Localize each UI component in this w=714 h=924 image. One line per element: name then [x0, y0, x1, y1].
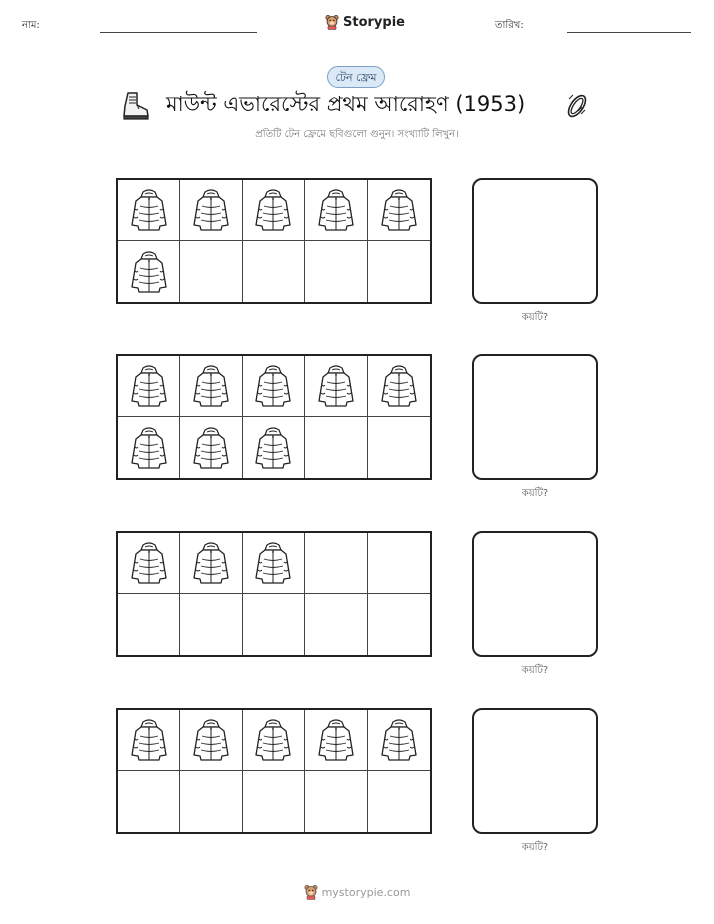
ten-frame-cell	[118, 241, 180, 302]
puffer-jacket-icon	[190, 540, 232, 586]
puffer-jacket-icon	[128, 717, 170, 763]
ten-frame-cell	[243, 180, 305, 241]
answer-label-2: কয়টি?	[521, 488, 549, 499]
puffer-jacket-icon	[252, 187, 294, 233]
ten-frame-cell	[243, 771, 305, 832]
ten-frame-cell	[243, 241, 305, 302]
answer-box-2[interactable]	[472, 354, 598, 480]
date-field[interactable]	[567, 32, 691, 33]
bear-icon	[325, 14, 339, 30]
puffer-jacket-icon	[128, 363, 170, 409]
ten-frame-cell	[305, 594, 367, 655]
ten-frame-3	[116, 531, 432, 657]
ten-frame-cell	[243, 710, 305, 771]
title-row	[0, 86, 714, 126]
answer-box-3[interactable]	[472, 531, 598, 657]
ten-frame-cell	[305, 356, 367, 417]
ten-frame-cell	[368, 417, 430, 478]
answer-box-1[interactable]	[472, 178, 598, 304]
puffer-jacket-icon	[315, 187, 357, 233]
puffer-jacket-icon	[252, 425, 294, 471]
puffer-jacket-icon	[128, 249, 170, 295]
ten-frame-cell	[118, 180, 180, 241]
ten-frame-cell	[243, 594, 305, 655]
puffer-jacket-icon	[315, 363, 357, 409]
ten-frame-cell	[180, 417, 242, 478]
puffer-jacket-icon	[128, 540, 170, 586]
ten-frame-cell	[118, 771, 180, 832]
ten-frame-cell	[305, 533, 367, 594]
instructions: প্রতিটি টেন ফ্রেমে ছবিগুলো গুনুন। সংখ্যাটি লিখুন।	[255, 129, 459, 140]
ten-frame-cell	[243, 417, 305, 478]
ten-frame-cell	[180, 771, 242, 832]
puffer-jacket-icon	[128, 187, 170, 233]
ten-frame-4	[116, 708, 432, 834]
puffer-jacket-icon	[190, 363, 232, 409]
ten-frame-badge: টেন ফ্রেম	[327, 66, 385, 88]
ten-frame-cell	[368, 356, 430, 417]
rope-icon	[563, 90, 591, 122]
brand-logo	[325, 14, 405, 30]
puffer-jacket-icon	[128, 425, 170, 471]
date-label: তারিখ:	[495, 20, 524, 31]
hiking-boot-icon	[120, 90, 152, 122]
ten-frame-cell	[180, 180, 242, 241]
footer-url: mystorypie.com	[321, 885, 411, 899]
brand-name: Storypie	[343, 14, 405, 30]
puffer-jacket-icon	[252, 717, 294, 763]
ten-frame-cell	[180, 710, 242, 771]
ten-frame-cell	[118, 356, 180, 417]
answer-label-3: কয়টি?	[521, 665, 549, 676]
ten-frame-cell	[305, 241, 367, 302]
ten-frame-cell	[118, 417, 180, 478]
bear-icon	[304, 884, 318, 900]
ten-frame-cell	[180, 594, 242, 655]
ten-frame-cell	[368, 594, 430, 655]
ten-frame-cell	[118, 710, 180, 771]
name-label: নাম:	[22, 20, 40, 31]
ten-frame-cell	[305, 180, 367, 241]
puffer-jacket-icon	[252, 540, 294, 586]
footer	[0, 884, 714, 900]
ten-frame-cell	[305, 710, 367, 771]
puffer-jacket-icon	[378, 363, 420, 409]
puffer-jacket-icon	[378, 187, 420, 233]
answer-label-4: কয়টি?	[521, 842, 549, 853]
ten-frame-cell	[305, 417, 367, 478]
ten-frame-cell	[368, 533, 430, 594]
answer-box-4[interactable]	[472, 708, 598, 834]
ten-frame-cell	[243, 533, 305, 594]
ten-frame-cell	[180, 356, 242, 417]
ten-frame-cell	[368, 180, 430, 241]
puffer-jacket-icon	[378, 717, 420, 763]
ten-frame-cell	[180, 533, 242, 594]
ten-frame-cell	[368, 241, 430, 302]
ten-frame-cell	[243, 356, 305, 417]
puffer-jacket-icon	[190, 717, 232, 763]
ten-frame-cell	[305, 771, 367, 832]
ten-frame-1	[116, 178, 432, 304]
name-field[interactable]	[100, 32, 257, 33]
puffer-jacket-icon	[252, 363, 294, 409]
ten-frame-cell	[180, 241, 242, 302]
ten-frame-2	[116, 354, 432, 480]
ten-frame-cell	[368, 771, 430, 832]
ten-frame-cell	[118, 533, 180, 594]
page-title: মাউন্ট এভারেস্টের প্রথম আরোহণ (1953)	[166, 92, 526, 116]
ten-frame-cell	[118, 594, 180, 655]
puffer-jacket-icon	[315, 717, 357, 763]
puffer-jacket-icon	[190, 187, 232, 233]
puffer-jacket-icon	[190, 425, 232, 471]
answer-label-1: কয়টি?	[521, 312, 549, 323]
ten-frame-cell	[368, 710, 430, 771]
